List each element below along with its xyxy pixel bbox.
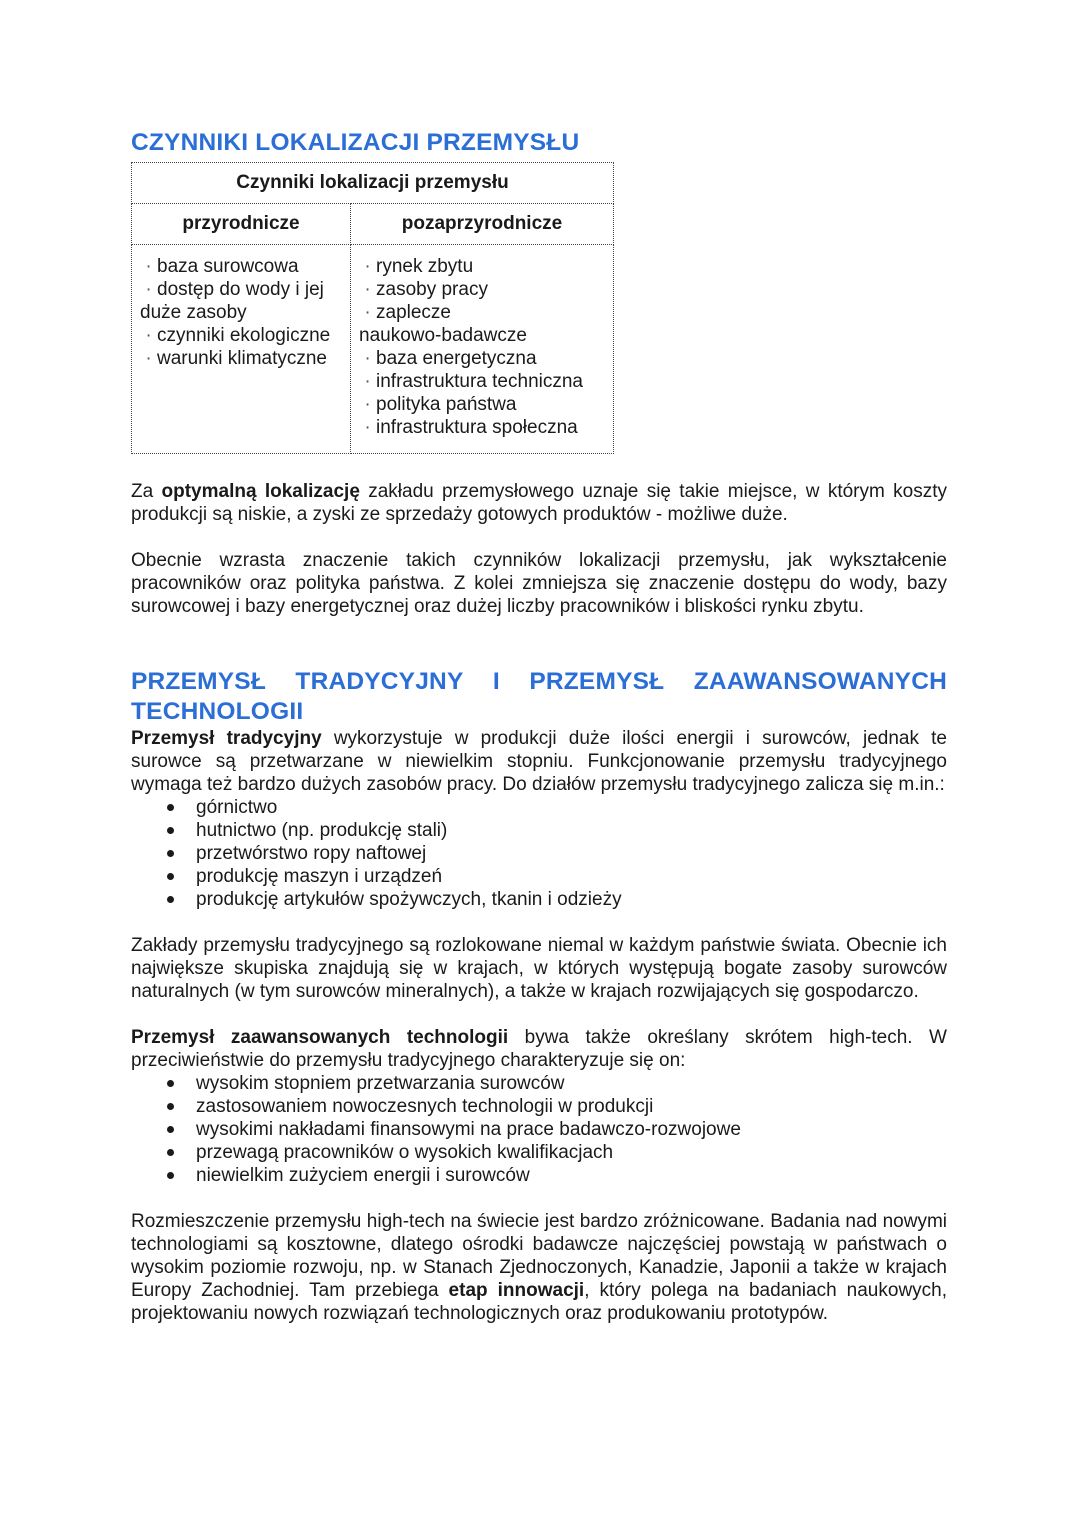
bold-term: optymalną lokalizację [161,481,360,502]
paragraph-hightech-industry [131,1026,947,1072]
list-item: · warunki klimatyczne [140,347,350,370]
bold-term: Przemysł zaawansowanych technologii [131,1027,509,1048]
list-item-continuation: naukowo-badawcze [359,325,527,346]
text-span: zakładu przemysłowego uznaje się takie miejsce, w którym koszty produkcji są niskie, a zyski ze sprzedaży gotowych produktów - możliwe duże. [131,481,947,525]
list-item: · baza energetyczna [359,347,613,370]
heading-line: TECHNOLOGII [131,698,304,725]
list-item: górnictwo [167,796,947,819]
list-item: zastosowaniem nowoczesnych technologii w produkcji [167,1095,947,1118]
list-item: produkcję artykułów spożywczych, tkanin i odzieży [167,888,947,911]
paragraph-traditional-industry [131,727,947,796]
non-natural-factors-cell [351,245,614,454]
section-heading-industry-location: CZYNNIKI LOKALIZACJI PRZEMYSŁU [131,129,580,156]
table-header-non-natural: pozaprzyrodnicze [351,204,614,245]
paragraph-factor-trends: Obecnie wzrasta znaczenie takich czynników lokalizacji przemysłu, jak wykształcenie pracowników oraz polityka państwa. Z kolei zmniejsza się znaczenie dostępu do wody, bazy surowcowej i bazy energetycznej oraz dużej liczby pracowników i bliskości rynku zbytu. [131,550,947,617]
heading-word: PRZEMYSŁ [529,668,665,695]
bold-term: etap innowacji [448,1280,585,1301]
list-item: niewielkim zużyciem energii i surowców [167,1164,947,1187]
bold-term: Przemysł tradycyjny [131,728,322,749]
list-item: · infrastruktura społeczna [359,416,613,439]
list-item: hutnictwo (np. produkcję stali) [167,819,947,842]
heading-word: I [492,668,500,695]
list-item: · rynek zbytu [359,255,613,278]
list-item: · czynniki ekologiczne [140,324,350,347]
list-item: produkcję maszyn i urządzeń [167,865,947,888]
section-heading-traditional-hightech [131,667,947,727]
heading-word: PRZEMYSŁ [131,668,266,695]
list-item: wysokimi nakładami finansowymi na prace badawczo-rozwojowe [167,1118,947,1141]
list-item: przetwórstwo ropy naftowej [167,842,947,865]
heading-word: TRADYCYJNY [295,668,464,695]
text-span: , który polega na badaniach naukowych, projektowaniu nowych rozwiązań technologicznych oraz produkowaniu prototypów. [131,1280,948,1324]
text-span: Rozmieszczenie przemysłu high-tech na świecie jest bardzo zróżnicowane. Badania nad nowymi technologiami są kosztowne, dlatego ośrodki badawcze najczęściej powstają w państwach o wysokim poziomie rozwoju, np. w Stanach Zjednoczonych, Kanadzie, Japonii a także w krajach Europy Zachodniej. Tam przebiega [131,1211,947,1301]
text-span: bywa także określany skrótem high-tech. W przeciwieństwie do przemysłu tradycyjnego charakteryzuje się on: [131,1027,947,1071]
natural-factors-cell [132,245,351,454]
table-header-natural: przyrodnicze [132,204,351,245]
list-item-continuation: duże zasoby [140,302,247,323]
list-item: wysokim stopniem przetwarzania surowców [167,1072,947,1095]
list-item: · infrastruktura techniczna [359,370,613,393]
list-item: · polityka państwa [359,393,613,416]
paragraph-traditional-distribution: Zakłady przemysłu tradycyjnego są rozlokowane niemal w każdym państwie świata. Obecnie ich największe skupiska znajdują się w krajach, w których występują bogate zasoby surowców naturalnych (w tym surowców mineralnych), a także w krajach rozwijających się gospodarczo. [131,935,947,1002]
heading-word: ZAAWANSOWANYCH [693,668,947,695]
text-span: wykorzystuje w produkcji duże ilości energii i surowców, jednak te surowce są przetwarzane w niewielkim stopniu. Funkcjonowanie przemysłu tradycyjnego wymaga też bardzo dużych zasobów pracy. Do działów przemysłu tradycyjnego zalicza się m.in.: [131,728,947,795]
list-item: · dostęp do wody i jej [140,278,350,301]
traditional-industry-list [131,796,947,911]
hightech-features-list [131,1072,947,1187]
location-factors-table [131,162,614,454]
list-item: przewagą pracowników o wysokich kwalifikacjach [167,1141,947,1164]
paragraph-hightech-distribution [131,1210,947,1325]
table-caption: Czynniki lokalizacji przemysłu [132,163,614,204]
list-item: · zaplecze [359,301,613,324]
heading-line [131,667,947,697]
document-page [131,128,947,1325]
paragraph-optimal-location [131,480,947,526]
text-span: Za [131,481,162,502]
list-item: · zasoby pracy [359,278,613,301]
list-item: · baza surowcowa [140,255,350,278]
